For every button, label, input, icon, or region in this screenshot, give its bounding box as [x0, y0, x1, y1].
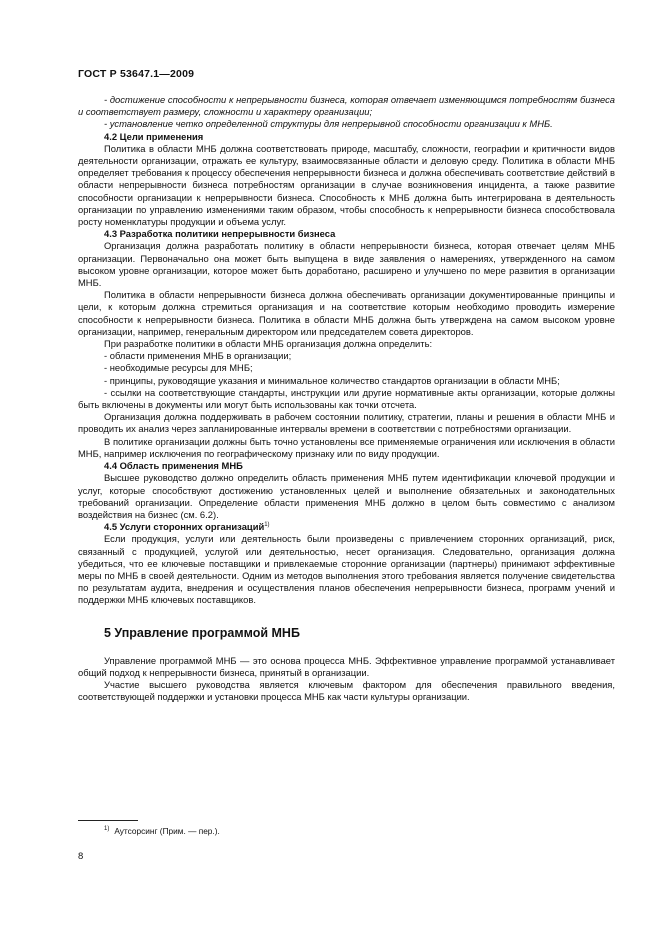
subsection-heading-4-4: 4.4 Область применения МНБ — [104, 460, 243, 472]
section-heading-5: 5 Управление программой МНБ — [104, 625, 300, 640]
list-item: - ссылки на соответствующие стандарты, инструкции или другие нормативные акты организации, которые должны быть включены в документы или могут быть использованы как точки отсчета. — [78, 386, 615, 411]
footnote-mark: 1) — [104, 826, 110, 833]
document-body — [78, 94, 615, 704]
footnote-divider — [78, 820, 138, 821]
subsection-heading-4-5 — [78, 521, 615, 533]
paragraph: - установление четко определенной структуры для непрерывной способности организации к МНБ. — [104, 118, 553, 130]
paragraph: Участие высшего руководства является ключевым фактором для обеспечения правильного введения, соответствующей поддержки и установки процесса МНБ как части культуры организации. — [78, 679, 615, 703]
footnote-reference[interactable]: 1) — [264, 521, 270, 528]
list-item: - принципы, руководящие указания и минимальное количество стандартов организации в области МНБ; — [104, 374, 560, 386]
list-item: - области применения МНБ в организации; — [104, 350, 292, 362]
paragraph: Высшее руководство должно определить область применения МНБ путем идентификации ключевой продукции и услуг, которые способствуют достижению установленных целей и выполнение обязательных и законодательных требований организации. Определение области применения МНБ должно в целом быть совместимо с анализом воздействия на бизнес (см. 6.2). — [78, 472, 615, 520]
footnote-text: Аутсорсинг (Прим. — пер.). — [114, 826, 220, 836]
footnote — [104, 826, 220, 836]
subsection-heading-4-3: 4.3 Разработка политики непрерывности бизнеса — [104, 228, 336, 240]
paragraph: При разработке политики в области МНБ организация должна определить: — [104, 338, 433, 350]
paragraph: Управление программой МНБ — это основа процесса МНБ. Эффективное управление программой устанавливает общий подход к непрерывности бизнеса, принятый в организации. — [78, 654, 615, 678]
subsection-heading-4-2: 4.2 Цели применения — [104, 130, 204, 142]
paragraph: Если продукция, услуги или деятельность были произведены с привлечением сторонних организаций, риск, связанный с продукцией, услугой или деятельностью, несет организация. Следовательно, организация должна убедиться, что ее ключевые поставщики и привлекаемые сторонние организации (партнеры) принимают эффективные меры по МНБ в своей деятельности. Одним из методов выполнения этого требования является получение свидетельства по результатам аудита, внедрения и осуществления планов обеспечения непрерывности бизнеса, программ учений и поддержки МНБ ключевых поставщиков. — [78, 533, 615, 606]
paragraph: Организация должна поддерживать в рабочем состоянии политику, стратегии, планы и решения в области МНБ и проводить их анализ через запланированные интервалы времени в соответствии с потребностями организации. — [78, 411, 615, 435]
paragraph: Политика в области МНБ должна соответствовать природе, масштабу, сложности, географии и критичности видов деятельности организации, отражать ее культуру, взаимосвязанные области и деловую среду. Политика в области МНБ определяет требования к процессу обеспечения непрерывности бизнеса и должна обеспечивать соответствие действий в области непрерывности бизнеса потребностям организации в случае возникновения инцидента, а также развитие способности организации к непрерывности бизнеса. Способность к МНБ должна быть интегрирована в деятельность организации по управлению изменениями таким образом, чтобы способность к непрерывности бизнеса способствовала росту номенклатуры продукции и объема услуг. — [78, 142, 615, 228]
paragraph: Организация должна разработать политику в области непрерывности бизнеса, которая отвечает целям МНБ организации. Первоначально она может быть выпущена в виде заявления о намерениях, утвержденного на самом высоком уровне организации, которое может быть доработано, расширено и улучшено по мере развития в организации МНБ. — [78, 240, 615, 289]
paragraph: - достижение способности к непрерывности бизнеса, которая отвечает изменяющимся потребностям бизнеса и соответствует размеру, сложности и характеру организации; — [78, 94, 615, 118]
subsection-heading-text: 4.5 Услуги сторонних организаций — [104, 521, 265, 533]
page-number: 8 — [78, 851, 84, 862]
standard-designation: ГОСТ Р 53647.1—2009 — [78, 68, 195, 80]
paragraph: В политике организации должны быть точно установлены все применяемые ограничения или исключения в области МНБ, например исключения по географическому признаку или по виду продукции. — [78, 435, 615, 459]
paragraph: Политика в области непрерывности бизнеса должна обеспечивать организации документированные принципы и цели, к которым должна стремиться организация и на соответствие которым необходимо проводить измерение способности к непрерывности бизнеса. Политика в области МНБ должна быть утверждена на самом высоком уровне организации, например, генеральным директором или председателем совета директоров. — [78, 289, 615, 337]
list-item: - необходимые ресурсы для МНБ; — [104, 362, 253, 374]
